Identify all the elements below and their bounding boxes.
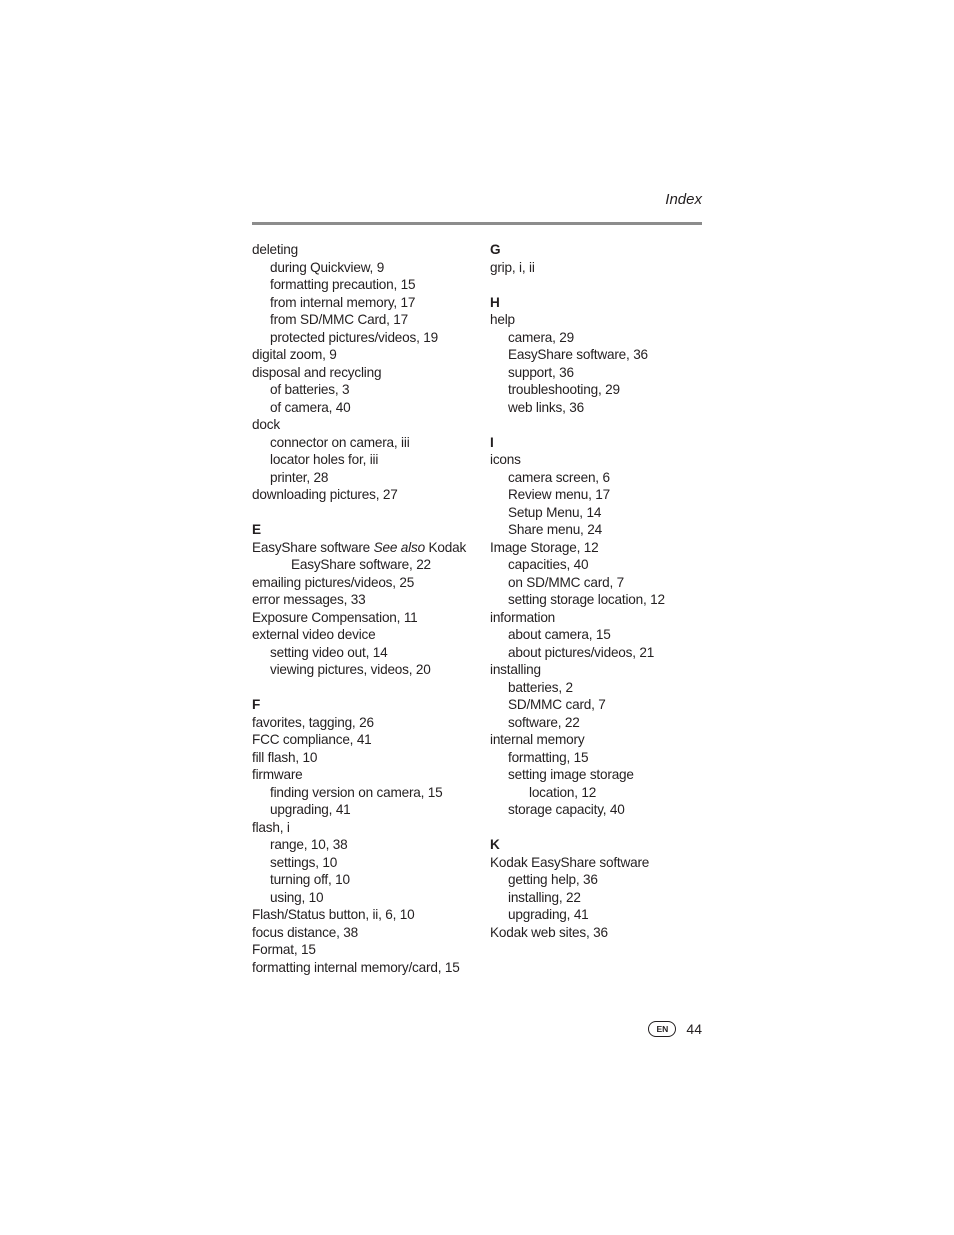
index-entry: focus distance, 38 bbox=[252, 924, 358, 940]
index-subentry: setting video out, 14 bbox=[270, 644, 388, 660]
index-entry: emailing pictures/videos, 25 bbox=[252, 574, 415, 590]
index-entry: deleting bbox=[252, 242, 299, 257]
index-subentry: turning off, 10 bbox=[270, 872, 350, 887]
index-subentry-continuation: location, 12 bbox=[529, 784, 597, 800]
index-subentry: viewing pictures, videos, 20 bbox=[270, 662, 431, 677]
index-subentry: software, 22 bbox=[508, 714, 580, 730]
index-subentry: of batteries, 3 bbox=[270, 382, 350, 397]
index-entry: Kodak EasyShare software bbox=[490, 854, 650, 870]
index-entry: Kodak web sites, 36 bbox=[490, 924, 608, 940]
index-subentry: printer, 28 bbox=[270, 469, 329, 485]
see-also-text: See also bbox=[373, 539, 425, 555]
index-subentry: Setup Menu, 14 bbox=[508, 504, 602, 520]
index-section-d bbox=[252, 241, 477, 504]
index-entry: Format, 15 bbox=[252, 942, 316, 957]
index-subentry: troubleshooting, 29 bbox=[508, 382, 620, 397]
index-subentry: camera, 29 bbox=[508, 329, 575, 345]
index-left-column bbox=[252, 241, 477, 994]
section-letter: E bbox=[252, 522, 261, 537]
index-subentry: connector on camera, iii bbox=[270, 434, 410, 450]
index-entry: help bbox=[490, 312, 515, 327]
index-subentry: formatting, 15 bbox=[508, 749, 589, 765]
header-rule bbox=[252, 222, 702, 225]
index-entry: flash, i bbox=[252, 819, 290, 835]
page-footer bbox=[648, 1021, 702, 1037]
index-subentry: of camera, 40 bbox=[270, 399, 351, 415]
index-entry: FCC compliance, 41 bbox=[252, 732, 372, 747]
index-entry: fill flash, 10 bbox=[252, 749, 318, 765]
section-letter: I bbox=[490, 434, 494, 450]
index-section-k bbox=[490, 836, 702, 941]
section-letter: H bbox=[490, 294, 500, 310]
index-entry: disposal and recycling bbox=[252, 364, 382, 380]
index-section-g bbox=[490, 241, 702, 276]
index-entry: digital zoom, 9 bbox=[252, 347, 337, 362]
index-subentry: range, 10, 38 bbox=[270, 837, 348, 852]
index-entry: Flash/Status button, ii, 6, 10 bbox=[252, 907, 415, 922]
index-entry: downloading pictures, 27 bbox=[252, 487, 398, 502]
index-subentry: about pictures/videos, 21 bbox=[508, 644, 655, 660]
index-entry: installing bbox=[490, 662, 541, 677]
index-subentry: installing, 22 bbox=[508, 889, 581, 905]
index-subentry: on SD/MMC card, 7 bbox=[508, 574, 624, 590]
index-subentry: Review menu, 17 bbox=[508, 487, 611, 502]
index-subentry: from SD/MMC Card, 17 bbox=[270, 312, 409, 327]
page-header-title: Index bbox=[665, 191, 702, 208]
index-entry bbox=[252, 539, 477, 557]
index-section-f bbox=[252, 696, 477, 976]
index-subentry: about camera, 15 bbox=[508, 627, 611, 642]
index-entry: dock bbox=[252, 417, 280, 432]
index-subentry: web links, 36 bbox=[508, 399, 584, 415]
index-subentry: EasyShare software, 36 bbox=[508, 347, 648, 362]
index-subentry: upgrading, 41 bbox=[270, 802, 351, 817]
entry-text: Kodak bbox=[424, 539, 467, 555]
index-entry-continuation: EasyShare software, 22 bbox=[291, 557, 431, 572]
index-subentry: storage capacity, 40 bbox=[508, 802, 625, 817]
index-entry: external video device bbox=[252, 627, 376, 642]
index-subentry: finding version on camera, 15 bbox=[270, 784, 443, 800]
index-entry: icons bbox=[490, 452, 521, 467]
entry-text: EasyShare software bbox=[252, 539, 374, 555]
index-entry: Exposure Compensation, 11 bbox=[252, 609, 418, 625]
index-subentry: getting help, 36 bbox=[508, 872, 598, 887]
index-entry: formatting internal memory/card, 15 bbox=[252, 959, 460, 975]
index-subentry: setting image storage bbox=[508, 767, 634, 782]
index-subentry: formatting precaution, 15 bbox=[270, 277, 416, 292]
index-subentry: Share menu, 24 bbox=[508, 522, 602, 537]
index-right-column bbox=[490, 241, 702, 959]
index-subentry: camera screen, 6 bbox=[508, 469, 610, 485]
index-section-i bbox=[490, 434, 702, 819]
index-entry: grip, i, ii bbox=[490, 259, 535, 275]
section-letter: K bbox=[490, 837, 500, 852]
section-letter: F bbox=[252, 697, 261, 712]
index-subentry: capacities, 40 bbox=[508, 557, 589, 572]
index-subentry: support, 36 bbox=[508, 364, 574, 380]
page-number: 44 bbox=[686, 1021, 702, 1037]
index-entry: internal memory bbox=[490, 732, 585, 747]
index-subentry: upgrading, 41 bbox=[508, 907, 589, 922]
index-subentry: setting storage location, 12 bbox=[508, 592, 665, 607]
index-entry: information bbox=[490, 609, 556, 625]
index-entry: Image Storage, 12 bbox=[490, 539, 599, 555]
section-letter: G bbox=[490, 242, 501, 257]
index-subentry: during Quickview, 9 bbox=[270, 259, 385, 275]
index-subentry: batteries, 2 bbox=[508, 679, 573, 695]
index-entry: error messages, 33 bbox=[252, 592, 366, 607]
index-subentry: from internal memory, 17 bbox=[270, 294, 416, 310]
index-subentry: using, 10 bbox=[270, 889, 324, 905]
index-section-h bbox=[490, 294, 702, 417]
index-entry: firmware bbox=[252, 767, 303, 782]
index-subentry: protected pictures/videos, 19 bbox=[270, 329, 438, 345]
index-entry: favorites, tagging, 26 bbox=[252, 714, 374, 730]
index-subentry: locator holes for, iii bbox=[270, 452, 379, 467]
index-section-e bbox=[252, 521, 477, 679]
language-badge: EN bbox=[648, 1021, 676, 1037]
index-subentry: settings, 10 bbox=[270, 854, 338, 870]
index-subentry: SD/MMC card, 7 bbox=[508, 697, 606, 712]
